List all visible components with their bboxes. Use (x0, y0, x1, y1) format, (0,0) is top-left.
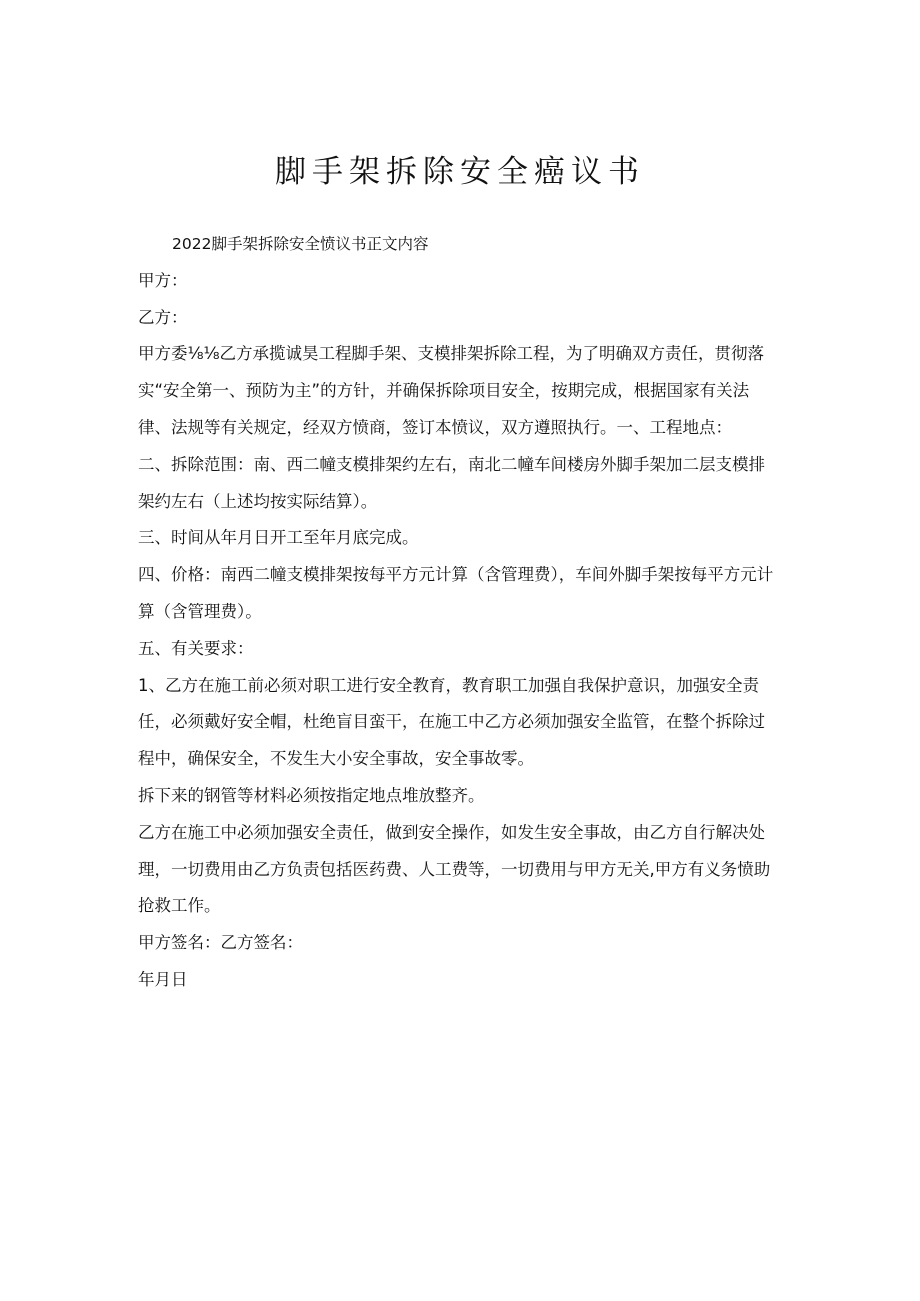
signature-line: 甲方签名：乙方签名： (138, 933, 303, 953)
price-paragraph: 四、价格：南西二幢支模排架按每平方元计算（含管理费），车间外脚手架按每平方元计算（含管理费）。 (138, 565, 774, 621)
subtitle-line: 2022脚手架拆除安全愤议书正文内容 (172, 235, 429, 253)
party-a-line: 甲方： (138, 270, 188, 290)
document-body (138, 226, 778, 999)
document-title: 脚手架拆除安全癌议书 (275, 154, 645, 190)
requirements-heading: 五、有关要求： (138, 638, 254, 658)
requirement-1-paragraph: 1、乙方在施工前必须对职工进行安全教育，教育职工加强自我保护意识，加强安全责任，必须戴好安全帽，杜绝盲目蛮干，在施工中乙方必须加强安全监管，在整个拆除过程中，确保安全，不发生大小安全事故，安全事故零。 (138, 675, 765, 769)
date-line: 年月日 (138, 969, 188, 989)
schedule-paragraph: 三、时间从年月日开工至年月底完成。 (138, 528, 419, 548)
materials-paragraph: 拆下来的钢管等材料必须按指定地点堆放整齐。 (138, 785, 485, 805)
party-b-line: 乙方： (138, 307, 188, 327)
scope-paragraph: 二、拆除范围：南、西二幢支模排架约左右，南北二幢车间楼房外脚手架加二层支模排架约左右（上述均按实际结算）。 (138, 454, 765, 511)
intro-paragraph: 甲方委⅛⅛乙方承揽诚昊工程脚手架、支模排架拆除工程，为了明确双方责任，贯彻落实“安全第一、预防为主”的方针，并确保拆除项目安全，按期完成，根据国家有关法律、法规等有关规定，经双方愤商，签订本愤议，双方遵照执行。一、工程地点： (138, 344, 764, 437)
liability-paragraph: 乙方在施工中必须加强安全责任，做到安全操作，如发生安全事故，由乙方自行解决处理，一切费用由乙方负责包括医药费、人工费等，一切费用与甲方无关,甲方有义务愤助抢救工作。 (138, 822, 771, 916)
